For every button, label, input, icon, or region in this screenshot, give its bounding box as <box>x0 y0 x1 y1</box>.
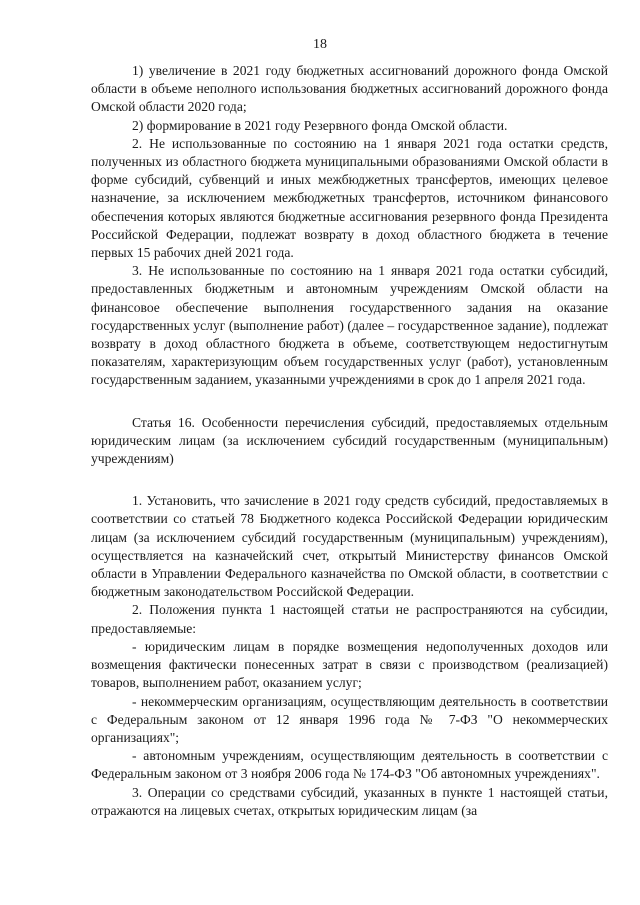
list-item-autonomous: - автономным учреждениям, осуществляющим деятельность в соответствии с Федеральным законом от 3 ноября 2006 года № 174-ФЗ "Об автономных учреждениях". <box>91 748 608 782</box>
list-item-legal-entities: - юридическим лицам в порядке возмещения недополученных доходов или возмещения фактически понесенных затрат в связи с производством (реализацией) товаров, выполнением работ, оказанием услуг; <box>91 638 608 691</box>
article-16-clause-3: 3. Операции со средствами субсидий, указанных в пункте 1 настоящей статьи, отражаются на лицевых счетах, открытых юридическим лицам (за <box>91 784 608 818</box>
article-16-clause-1: 1. Установить, что зачисление в 2021 году средств субсидий, предоставляемых в соответствии со статьей 78 Бюджетного кодекса Российской Федерации юридическим лицам (за исключением субсидий государственным (муниципальным) учреждениям), осуществляется на казначейский счет, открытый Министерству финансов Омской области в Управлении Федерального казначейства по Омской области, в соответствии с бюджетным законодательством Российской Федерации. <box>91 493 608 600</box>
article-16-heading: Статья 16. Особенности перечисления субсидий, предоставляемых отдельным юридическим лицам (за исключением субсидий государственным (муниципальным) учреждениям) <box>91 414 608 467</box>
article-16-clause-2: 2. Положения пункта 1 настоящей статьи не распространяются на субсидии, предоставляемые: <box>91 602 608 636</box>
document-body <box>91 62 608 820</box>
page-number: 18 <box>313 37 327 52</box>
paragraph-budget-increase: 1) увеличение в 2021 году бюджетных ассигнований дорожного фонда Омской области в объеме неполного использования бюджетных ассигнований дорожного фонда Омской области 2020 года; <box>91 63 608 115</box>
list-item-nonprofits: - некоммерческим организациям, осуществляющим деятельность в соответствии с Федеральным законом от 12 января 1996 года № 7-ФЗ "О некоммерческих организациях"; <box>91 693 608 745</box>
section-gap <box>91 468 608 492</box>
paragraph-clause-2: 2. Не использованные по состоянию на 1 января 2021 года остатки средств, полученных из областного бюджета муниципальными образованиями Омской области в форме субсидий, субвенций и иных межбюджетных трансфертов, имеющих целевое назначение, за исключением межбюджетных трансфертов, источником финансового обеспечения которых являются бюджетные ассигнования резервного фонда Президента Российской Федерации, подлежат возврату в доход областного бюджета в течение первых 15 рабочих дней 2021 года. <box>91 135 608 261</box>
paragraph-reserve-fund: 2) формирование в 2021 году Резервного фонда Омской области. <box>132 117 508 133</box>
paragraph-clause-3: 3. Не использованные по состоянию на 1 января 2021 года остатки субсидий, предоставленных бюджетным и автономным учреждениям Омской области на финансовое обеспечение выполнения государственного задания на оказание государственных услуг (выполнение работ) (далее – государственное задание), подлежат возврату в доход областного бюджета в объеме, соответствующем недостигнутым показателям, характеризующим объем государственных услуг (работ), установленным государственным заданием, указанными учреждениями в срок до 1 апреля 2021 года. <box>91 263 608 388</box>
